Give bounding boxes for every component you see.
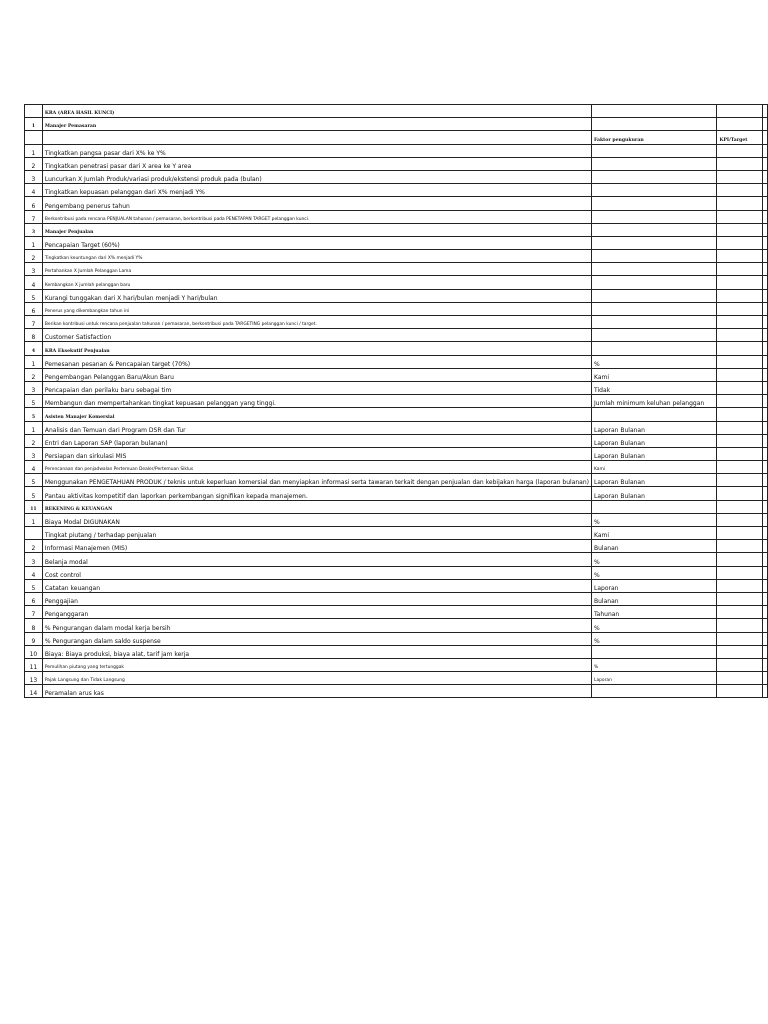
row-number-cell: 8: [25, 619, 43, 632]
measurement-factor-cell: [592, 118, 717, 131]
kra-item-cell: Pengembangan Pelanggan Baru/Akun Baru: [42, 368, 591, 381]
table-row: [25, 276, 768, 289]
measurement-factor-cell: [592, 236, 717, 249]
kra-item-cell: Pencapaian Target (60%): [42, 236, 591, 249]
measurement-factor-cell: Tahunan: [592, 606, 717, 619]
empty-cell: [762, 131, 767, 144]
kpi-target-cell: [717, 263, 763, 276]
kpi-target-cell: [717, 461, 763, 474]
kra-item-cell: Berkontribusi pada rencana PENJUALAN tahunan / pemasaran, berkontribusi pada PENETAPAN TARGET pelanggan kunci.: [42, 210, 591, 223]
table-row: [25, 645, 768, 658]
table-row: [25, 329, 768, 342]
empty-cell: [762, 302, 767, 315]
row-number-cell: 3: [25, 553, 43, 566]
kpi-target-cell: [717, 408, 763, 421]
row-number-cell: 1: [25, 421, 43, 434]
measurement-factor-cell: [592, 276, 717, 289]
empty-cell: [762, 421, 767, 434]
row-number-cell: 11: [25, 500, 43, 513]
kra-item-cell: Catatan keuangan: [42, 579, 591, 592]
table-row: [25, 606, 768, 619]
kpi-target-cell: [717, 645, 763, 658]
kra-spreadsheet: [24, 104, 768, 698]
measurement-factor-cell: %: [592, 658, 717, 671]
kpi-target-cell: [717, 579, 763, 592]
measurement-factor-cell: Laporan Bulanan: [592, 434, 717, 447]
empty-cell: [762, 447, 767, 460]
kpi-target-cell: [717, 170, 763, 183]
measurement-factor-cell: [592, 170, 717, 183]
table-row: [25, 408, 768, 421]
row-number-cell: 5: [25, 395, 43, 408]
kra-item-cell: Menggunakan PENGETAHUAN PRODUK / teknis untuk keperluan komersial dan menyiapkan informasi serta tawaran terkait dengan penjualan dan kebijakan harga (laporan bulanan): [42, 474, 591, 487]
table-row: [25, 144, 768, 157]
measurement-factor-cell: [592, 105, 717, 118]
table-row: [25, 131, 768, 144]
row-number-cell: 4: [25, 342, 43, 355]
measurement-factor-cell: [592, 500, 717, 513]
kra-item-cell: Pencapaian dan perilaku baru sebagai tim: [42, 381, 591, 394]
row-number-cell: 11: [25, 658, 43, 671]
empty-cell: [762, 500, 767, 513]
row-number-cell: 5: [25, 474, 43, 487]
table-row: [25, 263, 768, 276]
empty-cell: [762, 434, 767, 447]
row-number-cell: 5: [25, 289, 43, 302]
empty-cell: [762, 408, 767, 421]
table-row: [25, 355, 768, 368]
row-number-cell: 1: [25, 118, 43, 131]
row-number-cell: 5: [25, 408, 43, 421]
row-number-cell: [25, 105, 43, 118]
measurement-factor-cell: Laporan: [592, 579, 717, 592]
kra-item-cell: Entri dan Laporan SAP (laporan bulanan): [42, 434, 591, 447]
kra-item-cell: Penggajian: [42, 592, 591, 605]
row-number-cell: 2: [25, 250, 43, 263]
empty-cell: [762, 289, 767, 302]
measurement-factor-cell: [592, 197, 717, 210]
empty-cell: [762, 658, 767, 671]
kpi-target-cell: [717, 197, 763, 210]
kpi-target-cell: [717, 447, 763, 460]
table-row: [25, 118, 768, 131]
row-number-cell: 4: [25, 184, 43, 197]
kpi-target-cell: [717, 513, 763, 526]
kra-item-cell: Tingkat piutang / terhadap penjualan: [42, 527, 591, 540]
measurement-factor-cell: Kami: [592, 368, 717, 381]
kpi-target-cell: [717, 658, 763, 671]
kra-item-cell: Manajer Pemasaran: [42, 118, 591, 131]
row-number-cell: 14: [25, 685, 43, 698]
measurement-factor-cell: [592, 223, 717, 236]
kra-item-cell: KRA Eksekutif Penjualan: [42, 342, 591, 355]
kra-item-cell: Luncurkan X Jumlah Produk/variasi produk/ekstensi produk pada (bulan): [42, 170, 591, 183]
kra-item-cell: Customer Satisfaction: [42, 329, 591, 342]
kra-item-cell: Pemesanan pesanan & Pencapaian target (70%): [42, 355, 591, 368]
kpi-target-cell: [717, 527, 763, 540]
table-row: [25, 540, 768, 553]
row-number-cell: 5: [25, 487, 43, 500]
empty-cell: [762, 263, 767, 276]
kra-item-cell: Analisis dan Temuan dari Program DSR dan Tur: [42, 421, 591, 434]
empty-cell: [762, 672, 767, 685]
empty-cell: [762, 540, 767, 553]
empty-cell: [762, 592, 767, 605]
kpi-target-cell: [717, 592, 763, 605]
kpi-target-cell: [717, 118, 763, 131]
measurement-factor-cell: Kami: [592, 527, 717, 540]
row-number-cell: 1: [25, 513, 43, 526]
kpi-target-cell: [717, 342, 763, 355]
table-row: [25, 157, 768, 170]
kpi-target-cell: [717, 236, 763, 249]
kpi-target-cell: [717, 474, 763, 487]
empty-cell: [762, 579, 767, 592]
kra-item-cell: Pajak Langsung dan Tidak Langsung: [42, 672, 591, 685]
row-number-cell: 3: [25, 223, 43, 236]
kpi-target-cell: [717, 144, 763, 157]
kpi-target-cell: [717, 368, 763, 381]
empty-cell: [762, 685, 767, 698]
table-row: [25, 184, 768, 197]
row-number-cell: 4: [25, 566, 43, 579]
measurement-factor-cell: %: [592, 355, 717, 368]
kpi-target-cell: [717, 316, 763, 329]
row-number-cell: [25, 131, 43, 144]
measurement-factor-cell: %: [592, 566, 717, 579]
kra-item-cell: Pengembang penerus tahun: [42, 197, 591, 210]
measurement-factor-cell: %: [592, 553, 717, 566]
table-row: [25, 553, 768, 566]
kpi-target-cell: [717, 434, 763, 447]
table-row: [25, 395, 768, 408]
kra-item-cell: Informasi Manajemen (MIS): [42, 540, 591, 553]
measurement-factor-cell: %: [592, 513, 717, 526]
kpi-target-cell: [717, 289, 763, 302]
table-row: [25, 421, 768, 434]
empty-cell: [762, 527, 767, 540]
measurement-factor-cell: Tidak: [592, 381, 717, 394]
empty-cell: [762, 395, 767, 408]
kpi-target-cell: [717, 553, 763, 566]
table-row: [25, 316, 768, 329]
kpi-target-cell: [717, 619, 763, 632]
empty-cell: [762, 553, 767, 566]
kra-item-cell: Asisten Manajer Komersial: [42, 408, 591, 421]
row-number-cell: 10: [25, 645, 43, 658]
kra-item-cell: Cost control: [42, 566, 591, 579]
row-number-cell: 2: [25, 157, 43, 170]
empty-cell: [762, 197, 767, 210]
kra-item-cell: Penerus yang dikembangkan tahun ini: [42, 302, 591, 315]
kra-item-cell: Pertahankan X Jumlah Pelanggan Lama: [42, 263, 591, 276]
table-row: [25, 302, 768, 315]
kra-item-cell: Tingkatkan penetrasi pasar dari X area ke Y area: [42, 157, 591, 170]
kra-item-cell: KRA (AREA HASIL KUNCI): [42, 105, 591, 118]
empty-cell: [762, 210, 767, 223]
measurement-factor-cell: Bulanan: [592, 592, 717, 605]
kra-item-cell: Membangun dan mempertahankan tingkat kepuasan pelanggan yang tinggi.: [42, 395, 591, 408]
empty-cell: [762, 461, 767, 474]
table-row: [25, 105, 768, 118]
empty-cell: [762, 316, 767, 329]
measurement-factor-cell: Jumlah minimum keluhan pelanggan: [592, 395, 717, 408]
table-row: [25, 672, 768, 685]
table-row: [25, 619, 768, 632]
row-number-cell: 7: [25, 606, 43, 619]
table-row: [25, 170, 768, 183]
row-number-cell: 9: [25, 632, 43, 645]
kra-table-body: [25, 105, 768, 698]
kra-item-cell: Perencanaan dan penjadwalan Pertemuan Dealer/Pertemuan Siklus: [42, 461, 591, 474]
kra-item-cell: % Pengurangan dalam modal kerja bersih: [42, 619, 591, 632]
measurement-factor-cell: %: [592, 632, 717, 645]
row-number-cell: [25, 527, 43, 540]
row-number-cell: 1: [25, 236, 43, 249]
table-row: [25, 527, 768, 540]
table-row: [25, 197, 768, 210]
empty-cell: [762, 236, 767, 249]
kpi-target-cell: [717, 105, 763, 118]
empty-cell: [762, 144, 767, 157]
row-number-cell: 2: [25, 434, 43, 447]
measurement-factor-cell: Laporan: [592, 672, 717, 685]
table-row: [25, 461, 768, 474]
kpi-target-cell: [717, 276, 763, 289]
table-row: [25, 223, 768, 236]
kpi-target-cell: [717, 250, 763, 263]
empty-cell: [762, 368, 767, 381]
table-row: [25, 566, 768, 579]
measurement-factor-cell: [592, 210, 717, 223]
row-number-cell: 3: [25, 170, 43, 183]
kpi-target-cell: [717, 184, 763, 197]
row-number-cell: 4: [25, 276, 43, 289]
table-row: [25, 381, 768, 394]
row-number-cell: 13: [25, 672, 43, 685]
kpi-target-cell: [717, 566, 763, 579]
kpi-target-cell: [717, 157, 763, 170]
measurement-factor-cell: [592, 316, 717, 329]
measurement-factor-cell: [592, 302, 717, 315]
kpi-target-cell: [717, 500, 763, 513]
kra-item-cell: % Pengurangan dalam saldo suspense: [42, 632, 591, 645]
measurement-factor-cell: [592, 263, 717, 276]
empty-cell: [762, 487, 767, 500]
measurement-factor-cell: Laporan Bulanan: [592, 447, 717, 460]
kra-item-cell: Berikan kontribusi untuk rencana penjualan tahunan / pemasaran, berkontribusi pada TARGETING pelanggan kunci / target.: [42, 316, 591, 329]
table-row: [25, 500, 768, 513]
table-row: [25, 513, 768, 526]
measurement-factor-cell: [592, 408, 717, 421]
kra-item-cell: Pantau aktivitas kompetitif dan laporkan perkembangan signifikan kepada manajemen.: [42, 487, 591, 500]
empty-cell: [762, 632, 767, 645]
measurement-factor-cell: [592, 184, 717, 197]
empty-cell: [762, 276, 767, 289]
kpi-target-cell: [717, 395, 763, 408]
kra-item-cell: Biaya: Biaya produksi, biaya alat, tarif jam kerja: [42, 645, 591, 658]
empty-cell: [762, 250, 767, 263]
table-row: [25, 474, 768, 487]
row-number-cell: 6: [25, 302, 43, 315]
empty-cell: [762, 606, 767, 619]
measurement-factor-cell: %: [592, 619, 717, 632]
row-number-cell: 6: [25, 197, 43, 210]
measurement-factor-cell: Laporan Bulanan: [592, 421, 717, 434]
table-row: [25, 434, 768, 447]
row-number-cell: 1: [25, 355, 43, 368]
kpi-target-cell: KPI/Target: [717, 131, 763, 144]
empty-cell: [762, 157, 767, 170]
measurement-factor-cell: Laporan Bulanan: [592, 474, 717, 487]
measurement-factor-cell: [592, 250, 717, 263]
row-number-cell: 4: [25, 461, 43, 474]
kpi-target-cell: [717, 606, 763, 619]
row-number-cell: 3: [25, 381, 43, 394]
empty-cell: [762, 566, 767, 579]
row-number-cell: 8: [25, 329, 43, 342]
measurement-factor-cell: Bulanan: [592, 540, 717, 553]
kpi-target-cell: [717, 487, 763, 500]
empty-cell: [762, 105, 767, 118]
row-number-cell: 7: [25, 210, 43, 223]
kra-item-cell: Tingkatkan keuntungan dari X% menjadi Y%: [42, 250, 591, 263]
empty-cell: [762, 645, 767, 658]
kpi-target-cell: [717, 329, 763, 342]
kra-item-cell: [42, 131, 591, 144]
kpi-target-cell: [717, 672, 763, 685]
table-row: [25, 632, 768, 645]
row-number-cell: 3: [25, 263, 43, 276]
table-row: [25, 289, 768, 302]
kra-item-cell: Kurangi tunggakan dari X hari/bulan menjadi Y hari/bulan: [42, 289, 591, 302]
kpi-target-cell: [717, 421, 763, 434]
table-row: [25, 487, 768, 500]
table-row: [25, 250, 768, 263]
table-row: [25, 685, 768, 698]
row-number-cell: 2: [25, 368, 43, 381]
kra-item-cell: Kembangkan X jumlah pelanggan baru: [42, 276, 591, 289]
measurement-factor-cell: [592, 645, 717, 658]
row-number-cell: 2: [25, 540, 43, 553]
kpi-target-cell: [717, 540, 763, 553]
measurement-factor-cell: [592, 329, 717, 342]
table-row: [25, 447, 768, 460]
empty-cell: [762, 329, 767, 342]
kpi-target-cell: [717, 210, 763, 223]
measurement-factor-cell: [592, 157, 717, 170]
kra-item-cell: Tingkatkan kepuasan pelanggan dari X% menjadi Y%: [42, 184, 591, 197]
kpi-target-cell: [717, 302, 763, 315]
measurement-factor-cell: [592, 342, 717, 355]
table-row: [25, 342, 768, 355]
kpi-target-cell: [717, 355, 763, 368]
kpi-target-cell: [717, 685, 763, 698]
kra-item-cell: Biaya Modal DIGUNAKAN: [42, 513, 591, 526]
table-row: [25, 658, 768, 671]
measurement-factor-cell: Laporan Bulanan: [592, 487, 717, 500]
row-number-cell: 5: [25, 579, 43, 592]
measurement-factor-cell: Kami: [592, 461, 717, 474]
empty-cell: [762, 381, 767, 394]
empty-cell: [762, 513, 767, 526]
kpi-target-cell: [717, 223, 763, 236]
row-number-cell: 1: [25, 144, 43, 157]
kpi-target-cell: [717, 381, 763, 394]
kra-item-cell: Penganggaran: [42, 606, 591, 619]
kra-item-cell: Belanja modal: [42, 553, 591, 566]
empty-cell: [762, 474, 767, 487]
empty-cell: [762, 355, 767, 368]
row-number-cell: 6: [25, 592, 43, 605]
row-number-cell: 3: [25, 447, 43, 460]
measurement-factor-cell: [592, 685, 717, 698]
kra-item-cell: Pemulihan piutang yang tertunggak: [42, 658, 591, 671]
kra-item-cell: Peramalan arus kas: [42, 685, 591, 698]
kra-item-cell: Tingkatkan pangsa pasar dari X% ke Y%: [42, 144, 591, 157]
empty-cell: [762, 170, 767, 183]
empty-cell: [762, 118, 767, 131]
row-number-cell: 7: [25, 316, 43, 329]
empty-cell: [762, 619, 767, 632]
empty-cell: [762, 342, 767, 355]
table-row: [25, 579, 768, 592]
table-row: [25, 592, 768, 605]
kra-item-cell: Manajer Penjualan: [42, 223, 591, 236]
measurement-factor-cell: [592, 144, 717, 157]
table-row: [25, 236, 768, 249]
kra-item-cell: Persiapan dan sirkulasi MIS: [42, 447, 591, 460]
table-row: [25, 368, 768, 381]
measurement-factor-cell: [592, 289, 717, 302]
kpi-target-cell: [717, 632, 763, 645]
table-row: [25, 210, 768, 223]
kra-item-cell: REKENING & KEUANGAN: [42, 500, 591, 513]
measurement-factor-cell: Faktor pengukuran: [592, 131, 717, 144]
empty-cell: [762, 184, 767, 197]
empty-cell: [762, 223, 767, 236]
